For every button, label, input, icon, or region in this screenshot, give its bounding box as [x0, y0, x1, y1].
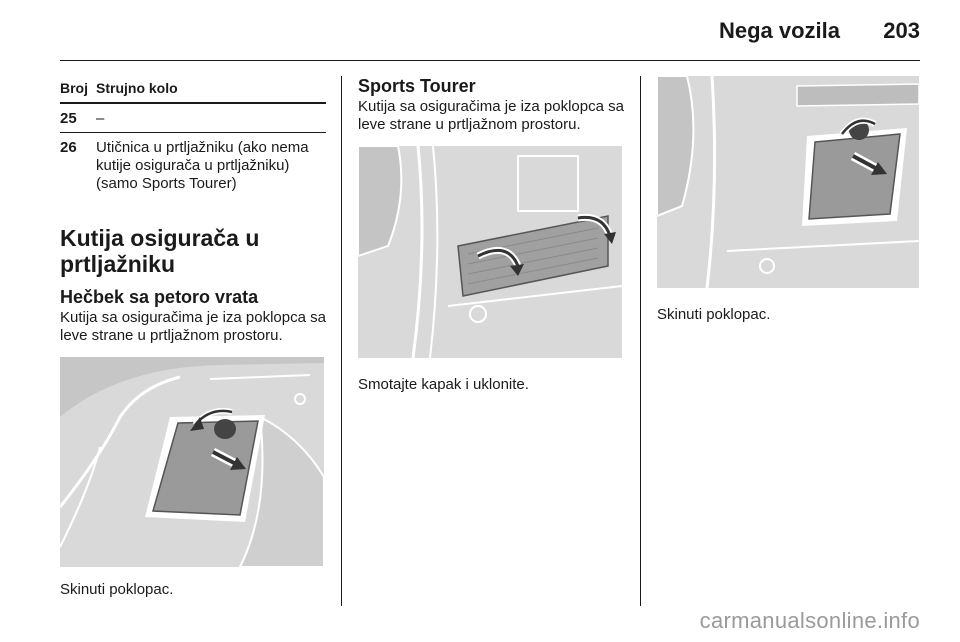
column-right — [657, 76, 919, 324]
hatchback-illustration — [60, 357, 324, 567]
fuse-circuit: – — [96, 110, 105, 127]
table-row — [60, 133, 326, 197]
hatchback-heading: Hečbek sa petoro vrata — [60, 287, 259, 307]
figure-hatchback-cover — [60, 357, 324, 567]
figure-sports-tourer-flap — [358, 146, 622, 358]
hatchback-text: Kutija sa osiguračima je iza poklopca sa leve strane u prtljažnom prostoru. — [60, 309, 326, 344]
sports-tourer-text: Kutija sa osiguračima je iza poklopca sa leve strane u prtljažnom prostoru. — [358, 98, 624, 133]
figure-remove-cover — [657, 76, 919, 288]
section-title: Nega vozila — [718, 18, 840, 43]
fuse-number: 25 — [60, 110, 77, 127]
section-heading: Kutija osigurača u prtljažniku — [60, 225, 260, 277]
fuse-circuit: Utičnica u prtljažniku (ako nema kutije osigurača u prtljažniku) (samo Sports Tourer) — [96, 139, 309, 192]
remove-cover-illustration — [657, 76, 919, 288]
column-header-number: Broj — [60, 80, 88, 96]
page-header — [0, 0, 960, 60]
column-middle — [358, 76, 624, 394]
remove-cover-caption: Skinuti poklopac. — [657, 306, 771, 323]
column-divider — [341, 76, 342, 606]
column-header-circuit: Strujno kolo — [96, 80, 178, 96]
sports-tourer-caption: Smotajte kapak i uklonite. — [358, 376, 529, 393]
watermark: carmanualsonline.info — [699, 608, 920, 633]
sports-tourer-heading: Sports Tourer — [358, 76, 476, 96]
table-row — [60, 104, 326, 133]
fuse-number: 26 — [60, 139, 77, 156]
column-divider — [640, 76, 641, 606]
column-left — [60, 76, 326, 599]
hatchback-caption: Skinuti poklopac. — [60, 581, 174, 598]
fuse-table-header — [60, 80, 326, 104]
sports-tourer-illustration — [358, 146, 622, 358]
header-rule — [60, 60, 920, 61]
page-number: 203 — [883, 18, 920, 43]
